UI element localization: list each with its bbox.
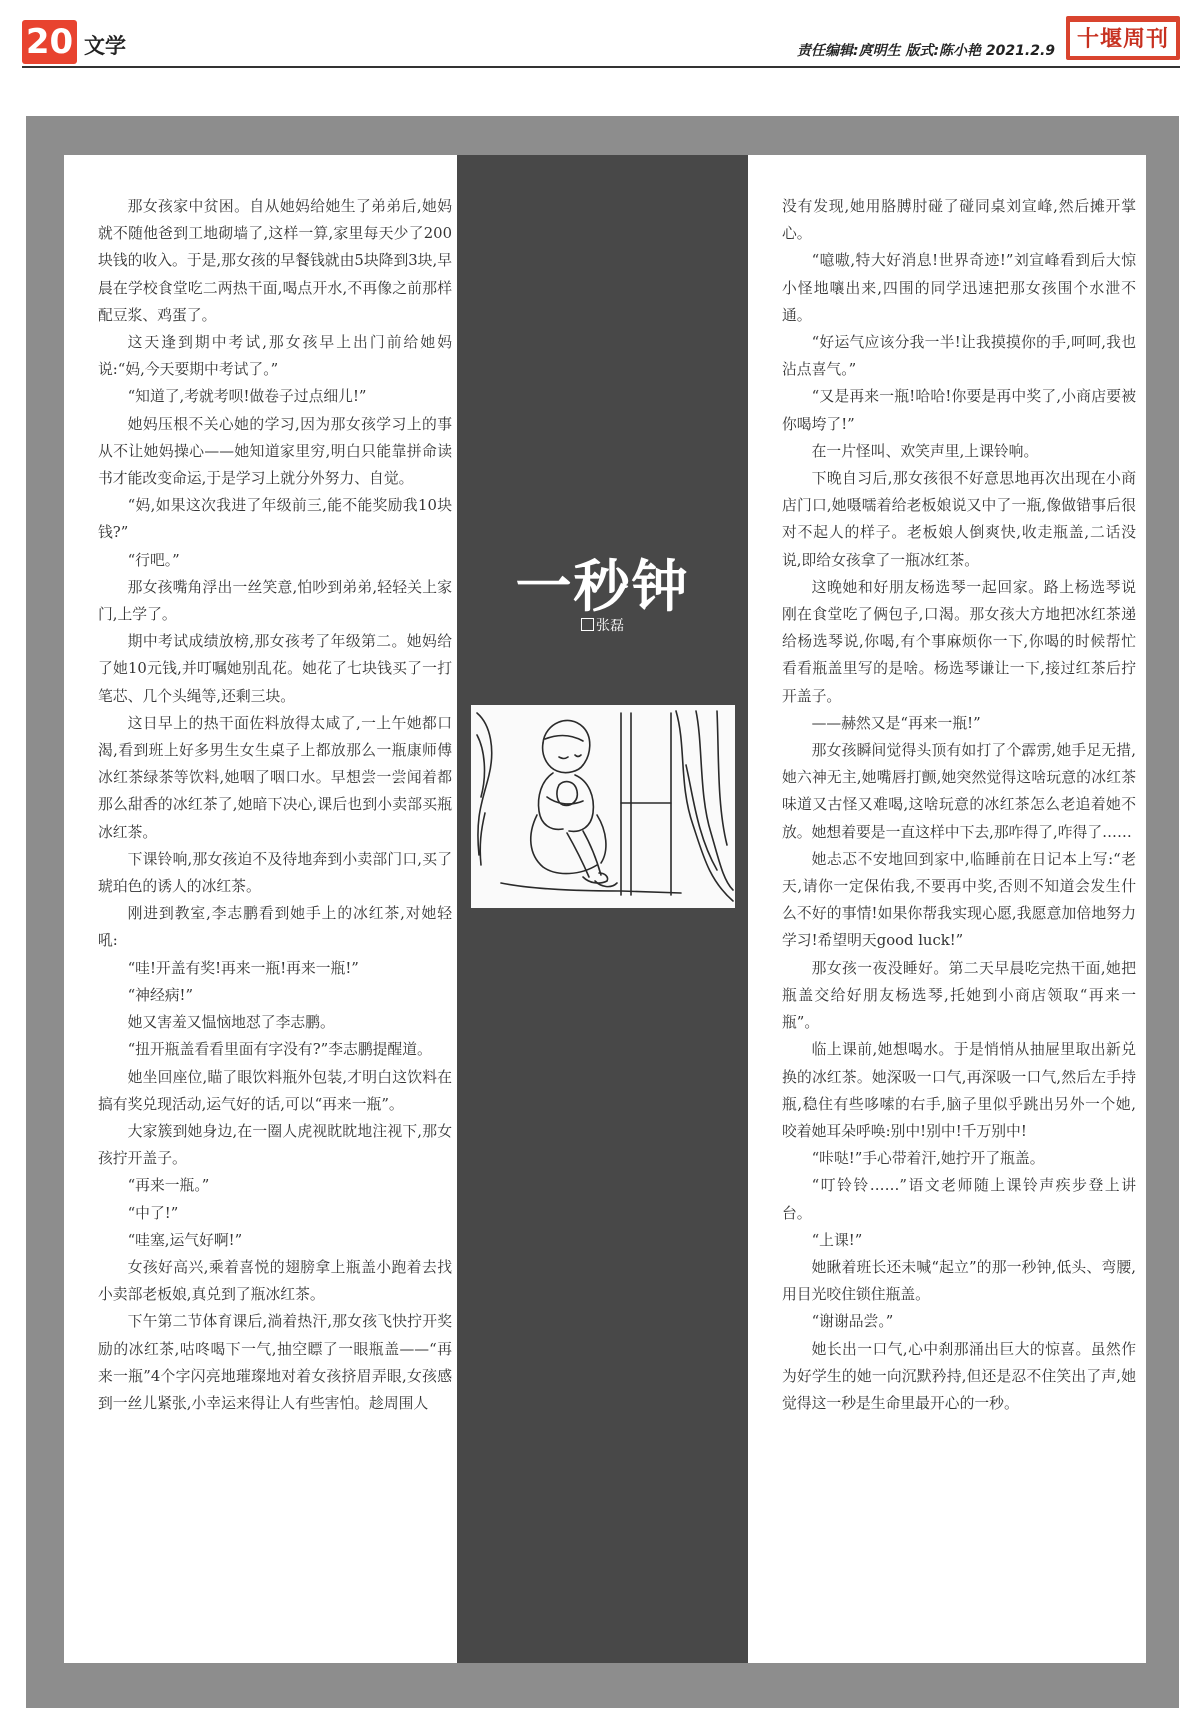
title-band xyxy=(457,155,748,1663)
author-name: 张磊 xyxy=(596,618,624,634)
paragraph: 那女孩一夜没睡好。第二天早晨吃完热干面,她把瓶盖交给好朋友杨选琴,托她到小商店领取“再来一瓶”。 xyxy=(782,959,1136,1032)
paragraph: “上课!” xyxy=(811,1231,863,1249)
paragraph: “叮铃铃……”语文老师随上课铃声疾步登上讲台。 xyxy=(782,1177,1136,1222)
paragraph: “知道了,考就考呗!做卷子过点细儿!” xyxy=(127,388,367,406)
paragraph: “哇!开盖有奖!再来一瓶!再来一瓶!” xyxy=(127,959,359,977)
paragraph: “再来一瓶。” xyxy=(127,1177,210,1195)
paragraph: “扭开瓶盖看看里面有字没有?”李志鹏提醒道。 xyxy=(127,1041,432,1059)
paragraph: 期中考试成绩放榜,那女孩考了年级第二。她妈给了她10元钱,并叮嘱她别乱花。她花了七块钱买了一打笔芯、几个头绳等,还剩三块。 xyxy=(98,633,452,705)
paragraph: 这天逢到期中考试,那女孩早上出门前给她妈说:“妈,今天要期中考试了。” xyxy=(98,334,452,379)
header-divider xyxy=(22,66,1180,68)
paragraph: 女孩好高兴,乘着喜悦的翅膀拿上瓶盖小跑着去找小卖部老板娘,真兑到了瓶冰红茶。 xyxy=(98,1258,452,1304)
paragraph: 她瞅着班长还未喊“起立”的那一秒钟,低头、弯腰,用目光咬住锁住瓶盖。 xyxy=(782,1258,1136,1304)
left-text-column xyxy=(64,155,462,1663)
masthead-logo-text: 十堰周刊 xyxy=(1070,22,1176,56)
paragraph: 大家簇到她身边,在一圈人虎视眈眈地注视下,那女孩拧开盖子。 xyxy=(98,1122,452,1168)
paragraph: 刚进到教室,李志鹏看到她手上的冰红茶,对她轻吼: xyxy=(98,905,452,950)
paragraph: “中了!” xyxy=(127,1204,179,1222)
right-column-body xyxy=(782,193,1136,1417)
paragraph: 她忐忑不安地回到家中,临睡前在日记本上写:“老天,请你一定保佑我,不要再中奖,否则不知道会发生什么不好的事情!如果你帮我实现心愿,我愿意加倍地努力学习!希望明天good luck!” xyxy=(782,850,1136,950)
paragraph: “好运气应该分我一半!让我摸摸你的手,呵呵,我也沾点喜气。” xyxy=(782,334,1136,379)
paragraph: 她长出一口气,心中刹那涌出巨大的惊喜。虽然作为好学生的她一向沉默矜持,但还是忍不住笑出了声,她觉得这一秒是生命里最开心的一秒。 xyxy=(782,1340,1136,1412)
paragraph: “神经病!” xyxy=(127,986,194,1004)
paragraph: 下课铃响,那女孩迫不及待地奔到小卖部门口,买了琥珀色的诱人的冰红茶。 xyxy=(98,850,452,896)
right-text-column xyxy=(748,155,1146,1663)
page-number: 20 xyxy=(22,20,77,64)
paragraph: 那女孩瞬间觉得头顶有如打了个霹雳,她手足无措,她六神无主,她嘴唇打颤,她突然觉得这啥玩意的冰红茶味道又古怪又难喝,这啥玩意的冰红茶怎么老追着她不放。她想着要是一直这样中下去,那咋得了,咋得了…… xyxy=(782,742,1136,841)
paragraph: 这晚她和好朋友杨选琴一起回家。路上杨选琴说刚在食堂吃了俩包子,口渴。那女孩大方地把冰红茶递给杨选琴说,你喝,有个事麻烦你一下,你喝的时候帮忙看看瓶盖里写的是啥。杨选琴谦让一下,接过红茶后拧开盖子。 xyxy=(782,578,1136,705)
paragraph: 没有发现,她用胳膊肘碰了碰同桌刘宣峰,然后摊开掌心。 xyxy=(782,198,1136,243)
paragraph: 下晚自习后,那女孩很不好意思地再次出现在小商店门口,她嗫嚅着给老板娘说又中了一瓶,像做错事后很对不起人的样子。老板娘人倒爽快,收走瓶盖,二话没说,即给女孩拿了一瓶冰红茶。 xyxy=(782,470,1136,569)
page-header xyxy=(0,0,1200,70)
editor-credits: 责任编辑:庹明生 版式:陈小艳 2021.2.9 xyxy=(796,43,1055,59)
paragraph: “行吧。” xyxy=(127,551,180,569)
paragraph: “又是再来一瓶!哈哈!你要是再中奖了,小商店要被你喝垮了!” xyxy=(782,388,1136,433)
paragraph: 她妈压根不关心她的学习,因为那女孩学习上的事从不让她妈操心——她知道家里穷,明白只能靠拼命读书才能改变命运,于是学习上就分外努力、自觉。 xyxy=(98,415,452,488)
illustration-girl-by-window xyxy=(471,705,735,908)
paragraph: 那女孩嘴角浮出一丝笑意,怕吵到弟弟,轻轻关上家门,上学了。 xyxy=(98,578,452,624)
paragraph: “哇塞,运气好啊!” xyxy=(127,1231,243,1249)
paragraph: “噫嗷,特大好消息!世界奇迹!”刘宣峰看到后大惊小怪地嚷出来,四围的同学迅速把那女孩围个水泄不通。 xyxy=(782,252,1136,324)
paragraph: “咔哒!”手心带着汗,她拧开了瓶盖。 xyxy=(811,1150,1045,1168)
article-title: 一秒钟 xyxy=(515,554,690,620)
paragraph: 这日早上的热干面佐料放得太咸了,一上午她都口渴,看到班上好多男生女生桌子上都放那么一瓶康师傅冰红茶绿茶等饮料,她咽了咽口水。早想尝一尝闻着都那么甜香的冰红茶了,她暗下决心,课后也到小卖部买瓶冰红茶。 xyxy=(98,714,452,841)
paragraph: 她坐回座位,瞄了眼饮料瓶外包装,才明白这饮料在搞有奖兑现活动,运气好的话,可以“再来一瓶”。 xyxy=(98,1068,452,1113)
paragraph: 在一片怪叫、欢笑声里,上课铃响。 xyxy=(811,442,1039,460)
paragraph: 下午第二节体育课后,淌着热汗,那女孩飞快拧开奖励的冰红茶,咕咚喝下一气,抽空瞟了一眼瓶盖——“再来一瓶”4个字闪亮地璀璨地对着女孩挤眉弄眼,女孩感到一丝儿紧张,小幸运来得让人有些害怕。趁周围人 xyxy=(98,1313,452,1412)
paragraph: 临上课前,她想喝水。于是悄悄从抽屉里取出新兑换的冰红茶。她深吸一口气,再深吸一口气,然后左手持瓶,稳住有些哆嗦的右手,脑子里似乎跳出另外一个她,咬着她耳朵呼唤:别中!别中!千万别中! xyxy=(782,1041,1136,1140)
left-column-body xyxy=(98,193,452,1417)
paragraph: “妈,如果这次我进了年级前三,能不能奖励我10块钱?” xyxy=(98,497,452,542)
byline-box-icon xyxy=(581,618,594,631)
paragraph: 她又害羞又愠恼地怼了李志鹏。 xyxy=(127,1014,335,1032)
masthead-logo xyxy=(1066,16,1180,60)
section-title: 文学 xyxy=(84,34,126,58)
paragraph: 那女孩家中贫困。自从她妈给她生了弟弟后,她妈就不随他爸到工地砌墙了,这样一算,家里每天少了200块钱的收入。于是,那女孩的早餐钱就由5块降到3块,早晨在学校食堂吃二两热干面,喝点开水,不再像之前那样配豆浆、鸡蛋了。 xyxy=(98,198,452,324)
paragraph: ——赫然又是“再来一瓶!” xyxy=(811,714,981,732)
article-author xyxy=(457,615,748,635)
paragraph: “谢谢品尝。” xyxy=(811,1313,894,1331)
